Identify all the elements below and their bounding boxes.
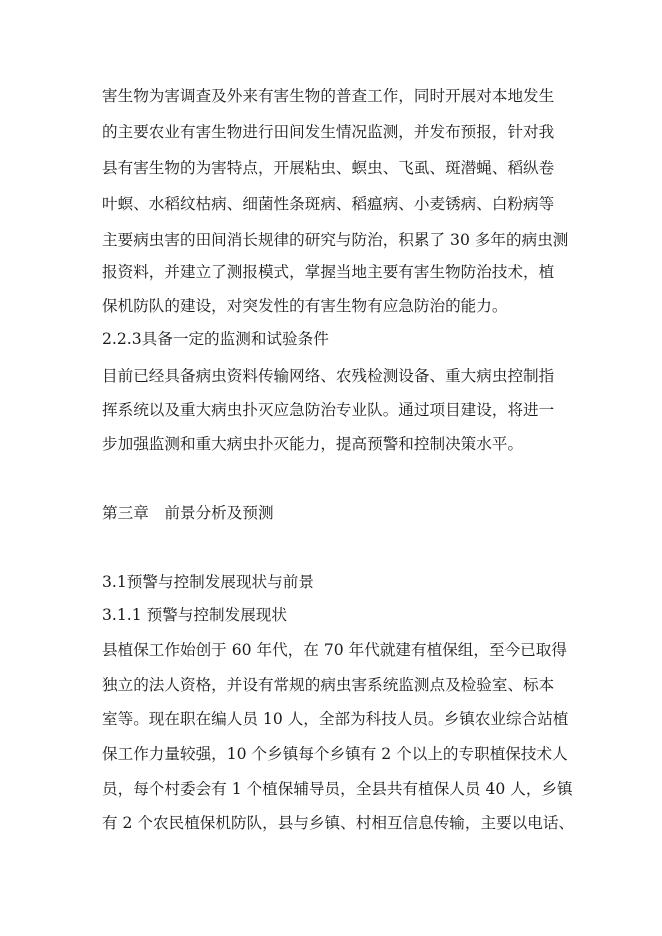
section-heading-3-1: 3.1预警与控制发展现状与前景 <box>102 573 314 591</box>
text-line: 室等。现在职在编人员 10 人，全部为科技人员。乡镇农业综合站植 <box>102 710 569 728</box>
text-line: 目前已经具备病虫资料传输网络、农残检测设备、重大病虫控制指 <box>102 367 555 385</box>
text-line: 的主要农业有害生物进行田间发生情况监测，并发布预报，针对我 <box>102 123 555 141</box>
text-line: 有 2 个农民植保机防队，县与乡镇、村相互信息传输，主要以电话、 <box>102 814 575 832</box>
section-heading-3-1-1: 3.1.1 预警与控制发展现状 <box>102 606 287 624</box>
text-line: 报资料，并建立了测报模式，掌握当地主要有害生物防治技术，植 <box>102 263 555 281</box>
text-line: 县植保工作始创于 60 年代，在 70 年代就建有植保组，至今已取得 <box>102 641 567 659</box>
text-line: 步加强监测和重大病虫扑灭能力，提高预警和控制决策水平。 <box>102 435 524 453</box>
text-line: 害生物为害调查及外来有害生物的普查工作，同时开展对本地发生 <box>102 87 555 105</box>
text-line: 主要病虫害的田间消长规律的研究与防治，积累了 30 多年的病虫测 <box>102 231 569 249</box>
text-line: 独立的法人资格，并设有常规的病虫害系统监测点及检验室、标本 <box>102 676 555 694</box>
text-line: 保机防队的建设，对突发性的有害生物有应急防治的能力。 <box>102 297 508 315</box>
section-heading-2-2-3: 2.2.3具备一定的监测和试验条件 <box>102 330 329 348</box>
text-line: 保工作力量较强，10 个乡镇每个乡镇有 2 个以上的专职植保技术人 <box>102 745 568 763</box>
text-line: 县有害生物的为害特点，开展粘虫、螟虫、飞虱、斑潜蝇、稻纵卷 <box>102 159 555 177</box>
text-line: 员，每个村委会有 1 个植保辅导员，全县共有植保人员 40 人，乡镇 <box>102 780 573 798</box>
text-line: 叶螟、水稻纹枯病、细菌性条斑病、稻瘟病、小麦锈病、白粉病等 <box>102 195 555 213</box>
text-line: 挥系统以及重大病虫扑灭应急防治专业队。通过项目建设，将进一 <box>102 401 555 419</box>
chapter-title: 第三章 前景分析及预测 <box>102 504 274 522</box>
